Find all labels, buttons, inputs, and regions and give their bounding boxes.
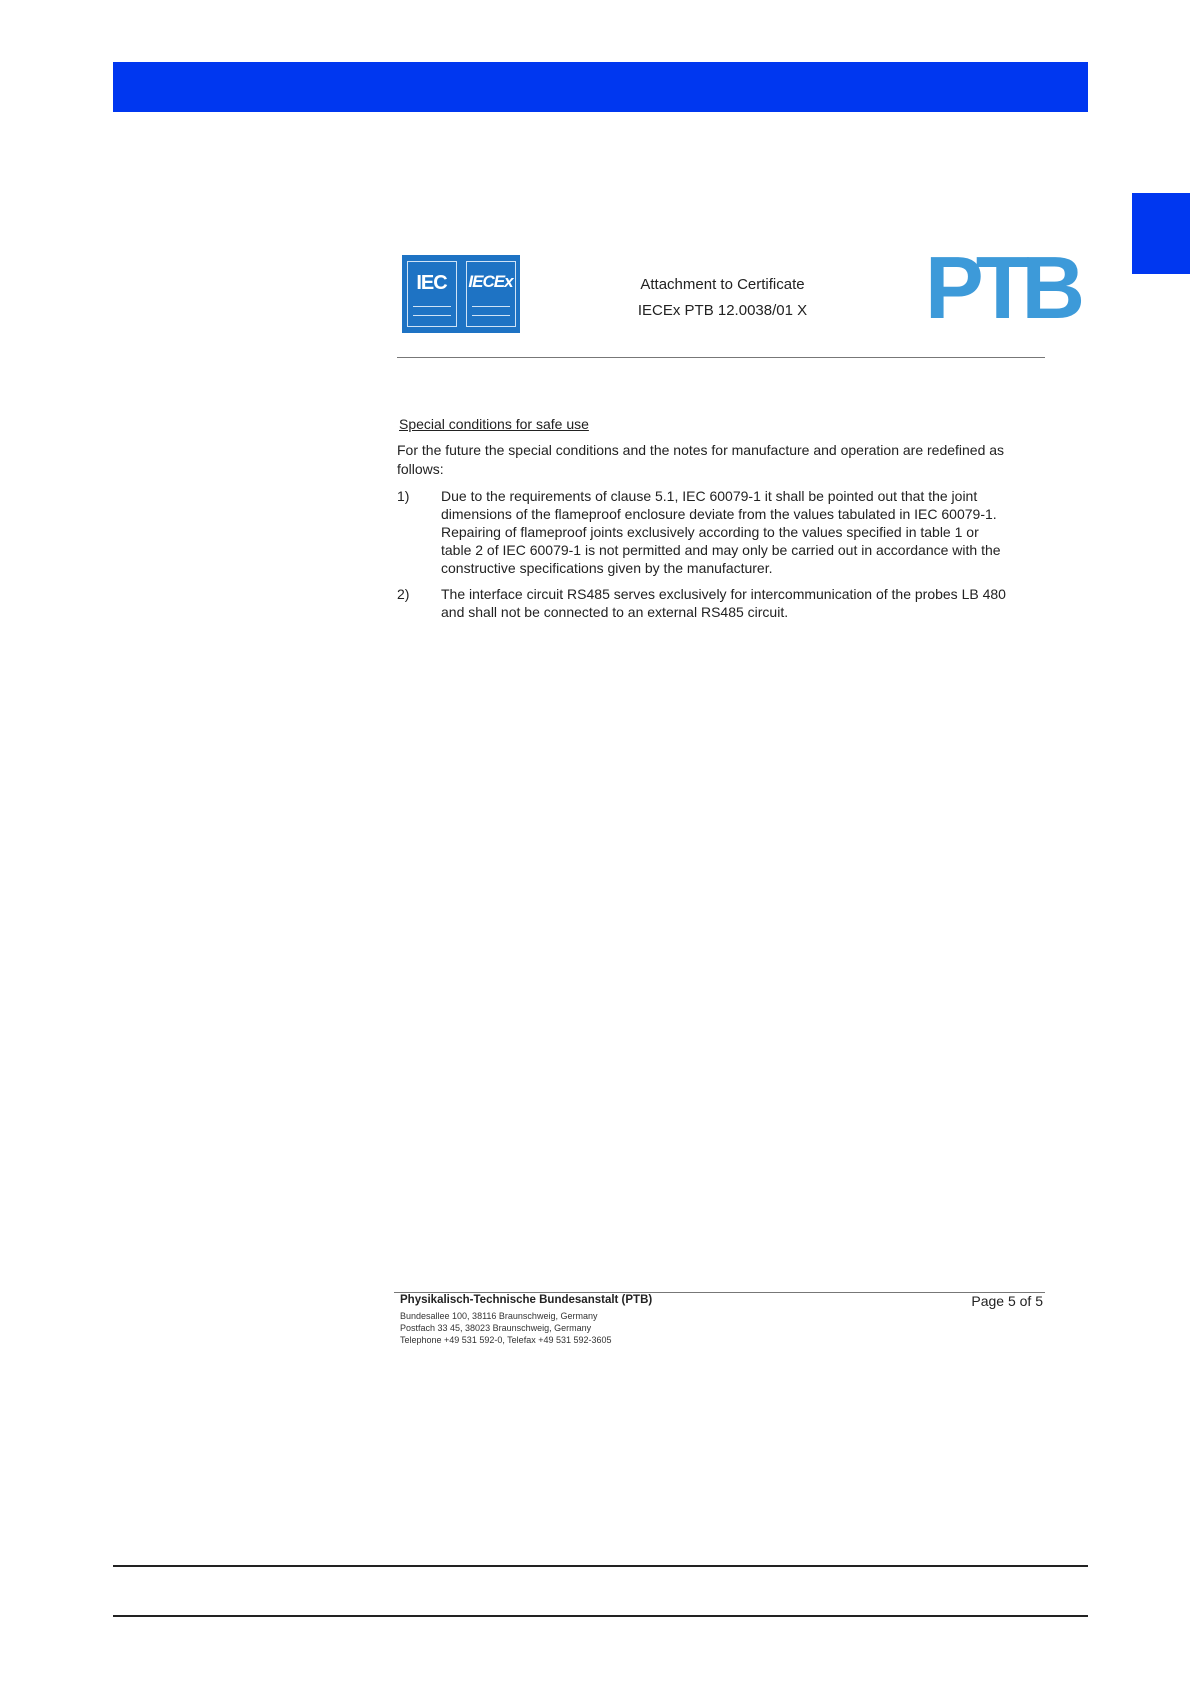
footer-address: Bundesallee 100, 38116 Braunschweig, Germany [400,1311,598,1321]
iecex-logo-mark [466,261,516,327]
top-banner-bar [113,62,1088,112]
bottom-rule-lower [113,1615,1088,1617]
condition-item [397,487,1007,577]
side-chapter-tab [1132,193,1190,274]
footer-divider [394,1292,1045,1293]
condition-item [397,585,1007,621]
condition-text: The interface circuit RS485 serves exclusively for intercommunication of the probes LB 480 and shall not be connected to an external RS485 circuit. [441,586,1006,620]
certificate-header [590,272,855,324]
header-divider [397,357,1045,358]
bottom-rule-upper [113,1565,1088,1567]
section-title: Special conditions for safe use [399,416,589,432]
iec-logo-mark [407,261,457,327]
condition-number: 2) [397,586,410,602]
iec-iecex-logo [402,255,520,333]
header-title-line1: Attachment to Certificate [640,276,805,293]
header-certificate-number: IECEx PTB 12.0038/01 X [637,302,808,319]
footer-organization: Physikalisch-Technische Bundesanstalt (PTB) [400,1294,653,1306]
ptb-logo: PTB [925,238,1077,337]
condition-text: Due to the requirements of clause 5.1, IEC 60079-1 it shall be pointed out that the joint dimensions of the flameproof enclosure deviate from the values tabulated in IEC 60079-1. Repairing of flameproof joints exclusively according to the values specified in table 1 or table 2 of IEC 60079-1 is not permitted and may only be carried out in accordance with the constructive specifications given by the manufacturer. [441,488,1001,576]
page-number: Page 5 of 5 [971,1293,1043,1309]
condition-number: 1) [397,488,410,504]
iecex-logo-text: IECEx [468,272,513,291]
iec-logo-text: IEC [416,272,447,294]
footer-postal-address: Postfach 33 45, 38023 Braunschweig, Germany [400,1323,592,1333]
section-intro: For the future the special conditions and the notes for manufacture and operation are redefined as follows: [397,442,1005,477]
footer-phone: Telephone +49 531 592-0, Telefax +49 531 592-3605 [400,1335,612,1345]
